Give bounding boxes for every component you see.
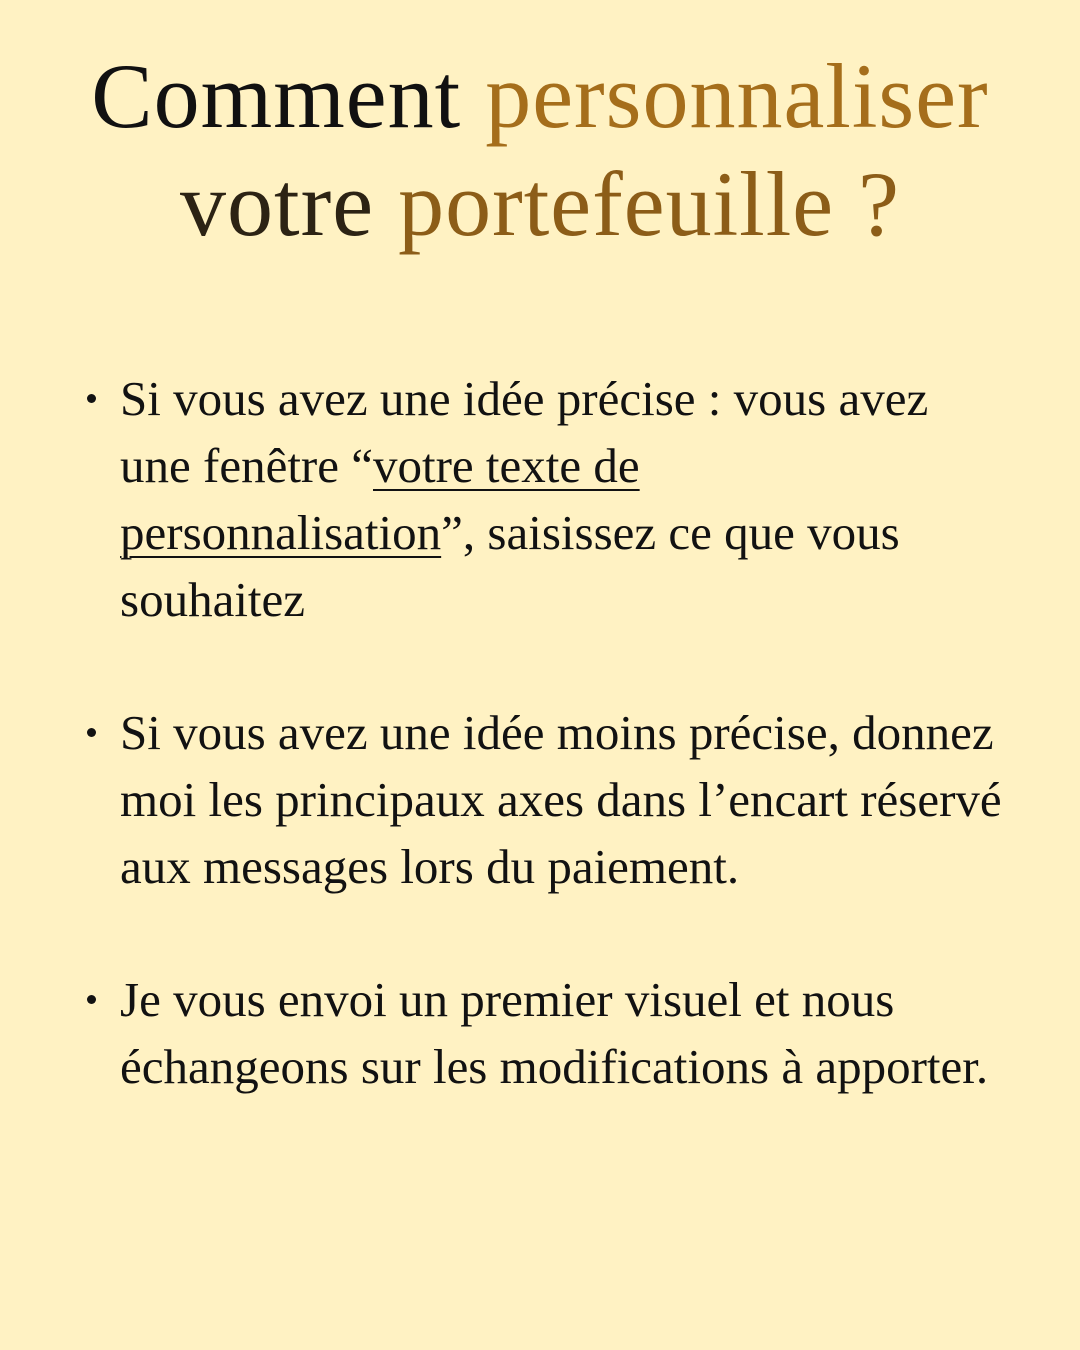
title-word-comment: Comment [91, 45, 462, 147]
instructions-list [84, 365, 1004, 1100]
bullet-dot-icon [87, 995, 96, 1004]
instruction-item-first-visual [84, 966, 1004, 1100]
instruction-text: Je vous envoi un premier visuel et nous échangeons sur les modifications à apporter. [120, 972, 989, 1094]
title-word-portefeuille: portefeuille ? [398, 153, 900, 255]
bullet-dot-icon [87, 394, 96, 403]
title-line-1 [0, 42, 1080, 150]
bullet-dot-icon [87, 728, 96, 737]
title-word-votre: votre [180, 153, 375, 255]
page-title [0, 42, 1080, 258]
title-word-personnaliser: personnaliser [485, 45, 989, 147]
personalization-text-link[interactable]: votre texte de personnalisation [120, 438, 640, 560]
instruction-text-start: Si vous avez une idée précise : vous avez une fenêtre “ [120, 371, 929, 493]
instruction-text-end: ”, saisissez ce que vous souhaitez [120, 505, 900, 627]
instruction-item-less-precise-idea [84, 699, 1004, 900]
title-line-2 [0, 150, 1080, 258]
instruction-text: Si vous avez une idée moins précise, donnez moi les principaux axes dans l’encart réservé aux messages lors du paiement. [120, 705, 1002, 894]
instruction-item-precise-idea [84, 365, 1004, 633]
